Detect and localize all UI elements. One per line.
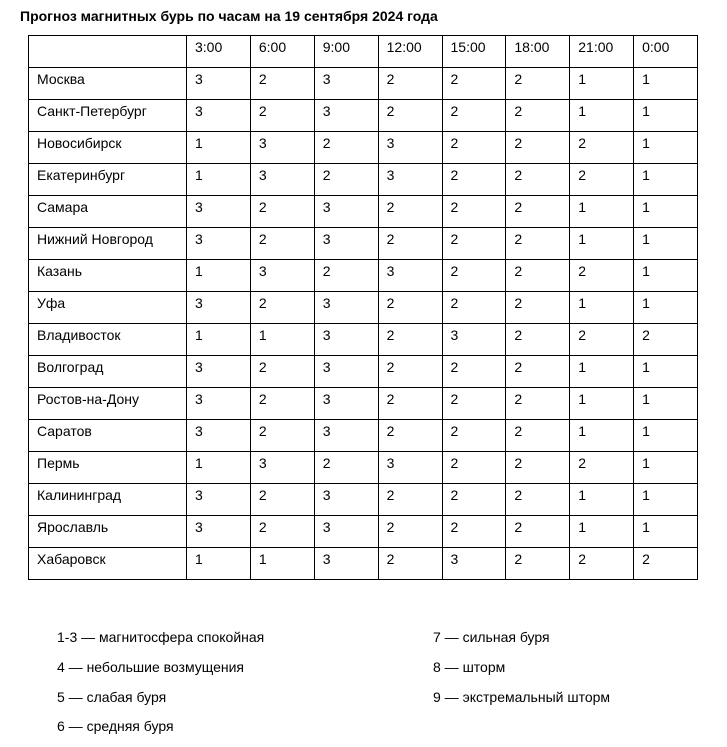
kp-value-cell: 2 xyxy=(570,260,634,292)
header-hour-cell: 6:00 xyxy=(250,36,314,68)
kp-value-cell: 2 xyxy=(570,164,634,196)
city-cell: Самара xyxy=(29,196,187,228)
kp-value-cell: 2 xyxy=(314,132,378,164)
kp-value-cell: 2 xyxy=(506,100,570,132)
city-cell: Екатеринбург xyxy=(29,164,187,196)
kp-value-cell: 2 xyxy=(314,452,378,484)
kp-value-cell: 2 xyxy=(250,356,314,388)
kp-value-cell: 2 xyxy=(378,68,442,100)
kp-value-cell: 1 xyxy=(187,324,251,356)
kp-value-cell: 1 xyxy=(250,548,314,580)
kp-value-cell: 2 xyxy=(506,292,570,324)
header-hour-cell: 12:00 xyxy=(378,36,442,68)
kp-value-cell: 2 xyxy=(442,164,506,196)
city-cell: Нижний Новгород xyxy=(29,228,187,260)
kp-value-cell: 2 xyxy=(570,452,634,484)
kp-value-cell: 2 xyxy=(506,132,570,164)
city-cell: Уфа xyxy=(29,292,187,324)
kp-value-cell: 3 xyxy=(314,100,378,132)
kp-value-cell: 1 xyxy=(570,484,634,516)
kp-value-cell: 1 xyxy=(187,452,251,484)
kp-value-cell: 3 xyxy=(314,68,378,100)
table-row xyxy=(29,548,698,580)
table-row xyxy=(29,484,698,516)
kp-value-cell: 1 xyxy=(634,196,698,228)
kp-value-cell: 2 xyxy=(506,324,570,356)
kp-value-cell: 2 xyxy=(378,420,442,452)
kp-value-cell: 2 xyxy=(378,356,442,388)
kp-value-cell: 2 xyxy=(442,292,506,324)
kp-value-cell: 3 xyxy=(314,388,378,420)
kp-value-cell: 2 xyxy=(250,228,314,260)
kp-value-cell: 2 xyxy=(506,68,570,100)
kp-value-cell: 3 xyxy=(187,484,251,516)
table-row xyxy=(29,452,698,484)
table-row xyxy=(29,164,698,196)
kp-value-cell: 2 xyxy=(506,484,570,516)
kp-value-cell: 2 xyxy=(378,548,442,580)
kp-value-cell: 2 xyxy=(442,228,506,260)
kp-value-cell: 2 xyxy=(442,132,506,164)
city-cell: Волгоград xyxy=(29,356,187,388)
table-row xyxy=(29,292,698,324)
kp-value-cell: 3 xyxy=(314,420,378,452)
kp-value-cell: 3 xyxy=(187,420,251,452)
kp-value-cell: 2 xyxy=(442,260,506,292)
kp-value-cell: 2 xyxy=(250,484,314,516)
kp-value-cell: 3 xyxy=(250,260,314,292)
legend-item: 7 — сильная буря xyxy=(433,629,550,645)
city-cell: Новосибирск xyxy=(29,132,187,164)
kp-value-cell: 1 xyxy=(570,420,634,452)
kp-value-cell: 3 xyxy=(187,100,251,132)
kp-value-cell: 1 xyxy=(570,356,634,388)
kp-value-cell: 3 xyxy=(314,228,378,260)
kp-value-cell: 3 xyxy=(314,324,378,356)
kp-value-cell: 2 xyxy=(442,484,506,516)
kp-value-cell: 3 xyxy=(378,164,442,196)
city-cell: Калининград xyxy=(29,484,187,516)
city-cell: Ростов-на-Дону xyxy=(29,388,187,420)
legend-item: 4 — небольшие возмущения xyxy=(57,659,245,675)
kp-value-cell: 2 xyxy=(506,164,570,196)
kp-value-cell: 1 xyxy=(634,516,698,548)
legend-item: 6 — средняя буря xyxy=(57,718,174,734)
kp-value-cell: 3 xyxy=(378,452,442,484)
kp-value-cell: 1 xyxy=(634,260,698,292)
table-row xyxy=(29,516,698,548)
table-row xyxy=(29,100,698,132)
kp-value-cell: 1 xyxy=(634,420,698,452)
header-hour-cell: 21:00 xyxy=(570,36,634,68)
city-cell: Санкт-Петербург xyxy=(29,100,187,132)
table-row xyxy=(29,388,698,420)
kp-value-cell: 2 xyxy=(506,260,570,292)
kp-value-cell: 1 xyxy=(634,132,698,164)
kp-value-cell: 2 xyxy=(250,388,314,420)
kp-value-cell: 3 xyxy=(314,196,378,228)
kp-value-cell: 1 xyxy=(634,164,698,196)
kp-value-cell: 3 xyxy=(314,292,378,324)
kp-value-cell: 3 xyxy=(250,164,314,196)
kp-value-cell: 2 xyxy=(442,100,506,132)
header-hour-cell: 15:00 xyxy=(442,36,506,68)
city-cell: Владивосток xyxy=(29,324,187,356)
kp-value-cell: 3 xyxy=(314,516,378,548)
kp-value-cell: 2 xyxy=(506,228,570,260)
kp-value-cell: 2 xyxy=(506,452,570,484)
kp-value-cell: 1 xyxy=(634,452,698,484)
city-cell: Пермь xyxy=(29,452,187,484)
kp-value-cell: 3 xyxy=(187,388,251,420)
kp-value-cell: 2 xyxy=(250,292,314,324)
kp-value-cell: 2 xyxy=(378,516,442,548)
city-cell: Ярославль xyxy=(29,516,187,548)
kp-value-cell: 3 xyxy=(442,324,506,356)
kp-value-cell: 1 xyxy=(634,228,698,260)
kp-value-cell: 1 xyxy=(187,260,251,292)
kp-value-cell: 3 xyxy=(250,452,314,484)
table-row xyxy=(29,196,698,228)
table-row xyxy=(29,420,698,452)
table-row xyxy=(29,228,698,260)
kp-value-cell: 2 xyxy=(250,68,314,100)
kp-value-cell: 2 xyxy=(378,292,442,324)
kp-value-cell: 2 xyxy=(442,388,506,420)
kp-value-cell: 2 xyxy=(250,196,314,228)
kp-value-cell: 2 xyxy=(378,196,442,228)
kp-value-cell: 3 xyxy=(187,228,251,260)
kp-value-cell: 2 xyxy=(314,164,378,196)
kp-value-cell: 2 xyxy=(442,196,506,228)
kp-value-cell: 1 xyxy=(634,388,698,420)
kp-value-cell: 3 xyxy=(442,548,506,580)
kp-value-cell: 1 xyxy=(634,100,698,132)
header-hour-cell: 18:00 xyxy=(506,36,570,68)
kp-value-cell: 2 xyxy=(250,420,314,452)
legend-item: 9 — экстремальный шторм xyxy=(433,689,611,705)
kp-value-cell: 2 xyxy=(250,100,314,132)
legend-item: 5 — слабая буря xyxy=(57,689,167,705)
kp-value-cell: 3 xyxy=(187,68,251,100)
kp-value-cell: 1 xyxy=(634,68,698,100)
city-cell: Хабаровск xyxy=(29,548,187,580)
header-hour-cell: 0:00 xyxy=(634,36,698,68)
kp-value-cell: 2 xyxy=(506,548,570,580)
city-cell: Саратов xyxy=(29,420,187,452)
header-hour-cell: 9:00 xyxy=(314,36,378,68)
kp-value-cell: 3 xyxy=(250,132,314,164)
kp-value-cell: 2 xyxy=(378,324,442,356)
kp-value-cell: 2 xyxy=(634,324,698,356)
header-city-cell xyxy=(29,36,187,68)
kp-value-cell: 1 xyxy=(570,388,634,420)
legend-item: 1-3 — магнитосфера спокойная xyxy=(57,629,265,645)
kp-value-cell: 1 xyxy=(187,132,251,164)
kp-value-cell: 1 xyxy=(250,324,314,356)
kp-value-cell: 2 xyxy=(378,228,442,260)
kp-value-cell: 3 xyxy=(187,356,251,388)
kp-value-cell: 3 xyxy=(378,132,442,164)
kp-value-cell: 2 xyxy=(378,100,442,132)
kp-value-cell: 1 xyxy=(570,228,634,260)
kp-value-cell: 1 xyxy=(634,484,698,516)
kp-value-cell: 2 xyxy=(378,484,442,516)
kp-value-cell: 2 xyxy=(506,356,570,388)
kp-value-cell: 3 xyxy=(187,292,251,324)
kp-value-cell: 2 xyxy=(442,420,506,452)
kp-value-cell: 1 xyxy=(187,548,251,580)
kp-value-cell: 2 xyxy=(506,388,570,420)
kp-value-cell: 2 xyxy=(442,516,506,548)
kp-value-cell: 1 xyxy=(634,356,698,388)
kp-value-cell: 1 xyxy=(570,100,634,132)
table-row xyxy=(29,356,698,388)
table-row xyxy=(29,324,698,356)
page-title: Прогноз магнитных бурь по часам на 19 сентября 2024 года xyxy=(20,8,438,24)
legend-item: 8 — шторм xyxy=(433,659,506,675)
table-header-row xyxy=(29,36,698,68)
kp-value-cell: 2 xyxy=(506,196,570,228)
kp-value-cell: 2 xyxy=(442,452,506,484)
kp-value-cell: 2 xyxy=(314,260,378,292)
kp-value-cell: 1 xyxy=(187,164,251,196)
kp-value-cell: 3 xyxy=(187,516,251,548)
kp-value-cell: 1 xyxy=(570,68,634,100)
kp-value-cell: 2 xyxy=(634,548,698,580)
kp-value-cell: 1 xyxy=(570,196,634,228)
kp-value-cell: 2 xyxy=(442,356,506,388)
kp-value-cell: 3 xyxy=(314,484,378,516)
table-row xyxy=(29,132,698,164)
kp-value-cell: 3 xyxy=(378,260,442,292)
kp-value-cell: 2 xyxy=(506,516,570,548)
kp-value-cell: 1 xyxy=(570,292,634,324)
kp-value-cell: 2 xyxy=(442,68,506,100)
forecast-table xyxy=(28,35,698,580)
kp-value-cell: 2 xyxy=(506,420,570,452)
kp-value-cell: 3 xyxy=(314,548,378,580)
kp-value-cell: 2 xyxy=(570,132,634,164)
kp-value-cell: 1 xyxy=(570,516,634,548)
kp-value-cell: 1 xyxy=(634,292,698,324)
kp-value-cell: 2 xyxy=(570,548,634,580)
header-hour-cell: 3:00 xyxy=(187,36,251,68)
kp-value-cell: 2 xyxy=(250,516,314,548)
city-cell: Москва xyxy=(29,68,187,100)
kp-value-cell: 3 xyxy=(314,356,378,388)
table-row xyxy=(29,68,698,100)
city-cell: Казань xyxy=(29,260,187,292)
kp-value-cell: 2 xyxy=(570,324,634,356)
table-row xyxy=(29,260,698,292)
kp-value-cell: 2 xyxy=(378,388,442,420)
kp-value-cell: 3 xyxy=(187,196,251,228)
